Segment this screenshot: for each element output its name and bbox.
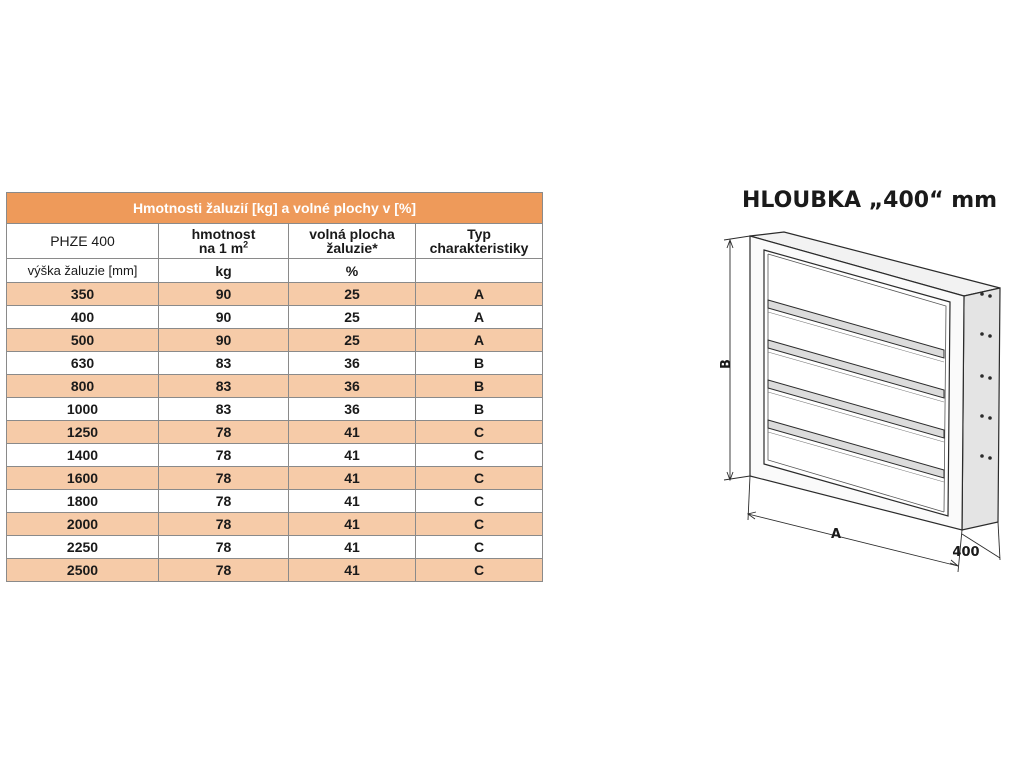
cell-type: C <box>416 559 543 582</box>
table-row <box>7 490 543 513</box>
cell-type: B <box>416 375 543 398</box>
table-row <box>7 559 543 582</box>
header-type-line1: Typ <box>467 226 491 242</box>
cell-type: C <box>416 490 543 513</box>
header-weight <box>159 224 289 259</box>
cell-height: 1800 <box>7 490 159 513</box>
weights-table <box>6 192 543 582</box>
cell-height: 1000 <box>7 398 159 421</box>
cell-weight: 78 <box>159 421 289 444</box>
cell-free-area: 25 <box>289 329 416 352</box>
cell-height: 350 <box>7 283 159 306</box>
cell-type: C <box>416 421 543 444</box>
cell-type: B <box>416 398 543 421</box>
header-weight-sup: 2 <box>243 239 249 250</box>
cell-weight: 78 <box>159 467 289 490</box>
unit-percent: % <box>289 259 416 283</box>
cell-height: 400 <box>7 306 159 329</box>
cell-height: 1400 <box>7 444 159 467</box>
header-type <box>416 224 543 259</box>
header-type-line2: charakteristiky <box>429 240 529 256</box>
louver-diagram <box>700 222 1010 582</box>
cell-height: 1600 <box>7 467 159 490</box>
weights-table-container <box>6 192 542 582</box>
header-model: PHZE 400 <box>7 224 159 259</box>
housing-side <box>962 288 1000 530</box>
table-row <box>7 375 543 398</box>
cell-weight: 90 <box>159 329 289 352</box>
cell-weight: 90 <box>159 283 289 306</box>
cell-free-area: 36 <box>289 352 416 375</box>
cell-type: C <box>416 513 543 536</box>
header-free-area-line1: volná plocha <box>309 226 395 242</box>
unit-height: výška žaluzie [mm] <box>7 259 159 283</box>
cell-height: 2500 <box>7 559 159 582</box>
cell-weight: 78 <box>159 559 289 582</box>
label-depth: 400 <box>952 545 980 560</box>
cell-free-area: 36 <box>289 398 416 421</box>
cell-weight: 90 <box>159 306 289 329</box>
table-row <box>7 352 543 375</box>
cell-weight: 78 <box>159 513 289 536</box>
table-row <box>7 283 543 306</box>
dimension-b <box>724 236 750 480</box>
label-b: B <box>719 359 734 369</box>
table-row <box>7 467 543 490</box>
cell-weight: 83 <box>159 375 289 398</box>
cell-type: C <box>416 444 543 467</box>
table-row <box>7 513 543 536</box>
cell-height: 630 <box>7 352 159 375</box>
cell-height: 2000 <box>7 513 159 536</box>
cell-weight: 78 <box>159 444 289 467</box>
table-row <box>7 306 543 329</box>
cell-type: A <box>416 306 543 329</box>
cell-type: A <box>416 329 543 352</box>
unit-weight: kg <box>159 259 289 283</box>
cell-weight: 83 <box>159 398 289 421</box>
header-free-area <box>289 224 416 259</box>
header-free-area-line2: žaluzie* <box>326 240 378 256</box>
table-row <box>7 398 543 421</box>
unit-type <box>416 259 543 283</box>
cell-free-area: 41 <box>289 444 416 467</box>
cell-weight: 78 <box>159 490 289 513</box>
cell-free-area: 25 <box>289 306 416 329</box>
cell-weight: 83 <box>159 352 289 375</box>
cell-type: A <box>416 283 543 306</box>
cell-free-area: 41 <box>289 467 416 490</box>
diagram-title: HLOUBKA „400“ mm <box>742 188 998 213</box>
table-row <box>7 444 543 467</box>
header-weight-line1: hmotnost <box>191 226 256 242</box>
header-weight-line2: na 1 m <box>198 240 244 256</box>
cell-free-area: 36 <box>289 375 416 398</box>
cell-type: C <box>416 467 543 490</box>
cell-type: B <box>416 352 543 375</box>
cell-height: 500 <box>7 329 159 352</box>
cell-height: 800 <box>7 375 159 398</box>
cell-free-area: 41 <box>289 559 416 582</box>
cell-free-area: 25 <box>289 283 416 306</box>
cell-free-area: 41 <box>289 536 416 559</box>
cell-free-area: 41 <box>289 513 416 536</box>
table-row <box>7 421 543 444</box>
cell-type: C <box>416 536 543 559</box>
label-a: A <box>830 527 842 542</box>
cell-height: 1250 <box>7 421 159 444</box>
cell-free-area: 41 <box>289 490 416 513</box>
cell-free-area: 41 <box>289 421 416 444</box>
table-title: Hmotnosti žaluzií [kg] a volné plochy v [%] <box>7 193 543 224</box>
table-row <box>7 329 543 352</box>
cell-height: 2250 <box>7 536 159 559</box>
cell-weight: 78 <box>159 536 289 559</box>
table-row <box>7 536 543 559</box>
